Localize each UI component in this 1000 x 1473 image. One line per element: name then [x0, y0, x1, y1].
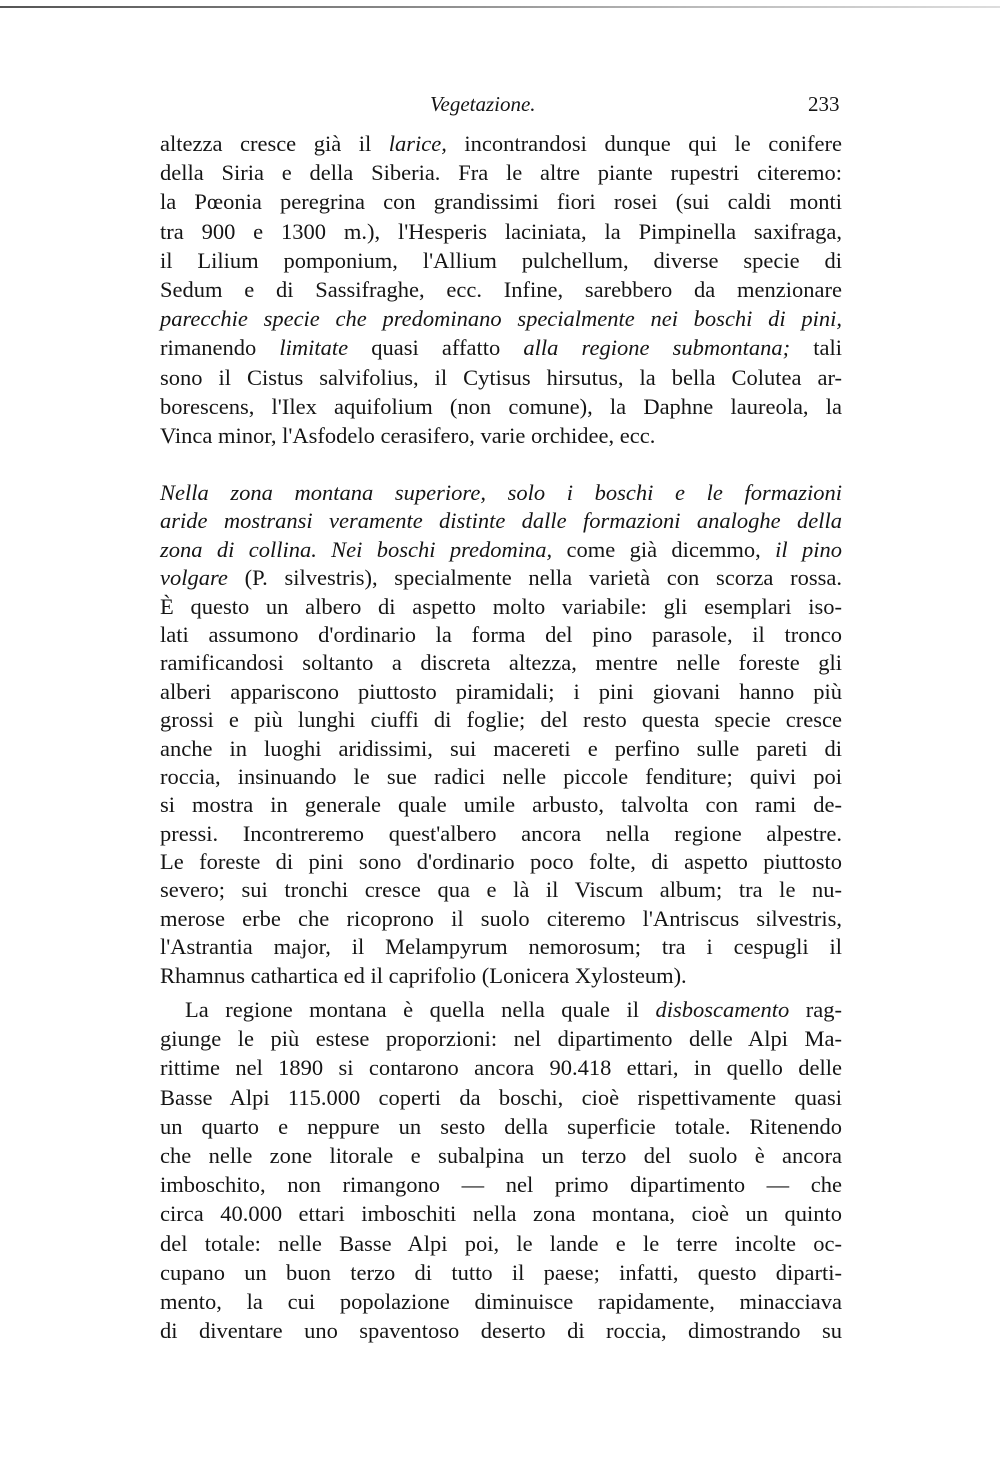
text-span: Le foreste di pini sono d'ordinario poco folte, di aspetto piuttosto: [160, 849, 842, 875]
text-span: il Lilium pomponium, l'Allium pulchellum, diverse specie di: [160, 247, 842, 273]
italic-text: aride mostransi veramente distinte dalle formazioni analoghe della: [160, 508, 842, 534]
text-line: [160, 1141, 842, 1170]
italic-text: larice,: [388, 131, 447, 156]
text-line: [160, 363, 842, 392]
text-span: l'Astrantia major, il Melampyrum nemorosum; tra i cespugli il: [160, 934, 842, 960]
text-span: quasi affatto: [348, 335, 524, 361]
text-line: [160, 763, 842, 791]
text-span: borescens, l'Ilex aquifolium (non comune), la Daphne laureola, la: [160, 393, 842, 419]
text-line: [160, 392, 842, 421]
text-span: altezza cresce già il: [160, 131, 389, 156]
text-span: tra 900 e 1300 m.), l'Hesperis laciniata, la Pimpinella saxifraga,: [160, 218, 842, 244]
text-span: alberi appariscono piuttosto piramidali; i pini giovani hanno più: [160, 678, 842, 704]
page-number: 233: [808, 92, 840, 116]
text-line: [160, 1083, 842, 1112]
text-span: pressi. Incontreremo quest'albero ancora nella regione alpestre.: [160, 820, 842, 846]
text-span: merose erbe che ricoprono il suolo citeremo l'Antriscus silvestris,: [160, 905, 842, 931]
text-span: sono il Cistus salvifolius, il Cytisus hirsutus, la bella Colutea ar-: [160, 364, 842, 390]
italic-text: disboscamento: [655, 997, 790, 1022]
text-line: [160, 479, 842, 507]
text-span: grossi e più lunghi ciuffi di foglie; del resto questa specie cresce: [160, 707, 842, 733]
text-span: mento, la cui popolazione diminuisce rapidamente, minacciava: [160, 1288, 842, 1314]
text-span: (P. silvestris), specialmente nella varietà con scorza rossa.: [227, 565, 842, 591]
text-span: come già dicemmo,: [552, 536, 776, 562]
text-span: severo; sui tronchi cresce qua e là il Viscum album; tra le nu-: [160, 877, 842, 903]
text-line: [160, 1229, 842, 1258]
text-span: della Siria e della Siberia. Fra le altre piante rupestri citeremo:: [160, 160, 842, 186]
text-line: [160, 649, 842, 677]
italic-text: il pino: [775, 536, 842, 562]
text-line: [160, 564, 842, 592]
text-span: lati assumono d'ordinario la forma del pino parasole, il tronco: [160, 621, 842, 647]
italic-text: zona di collina. Nei boschi predomina,: [160, 536, 553, 562]
text-line: [160, 1024, 842, 1053]
text-line: [160, 905, 842, 933]
text-span: un quarto e neppure un sesto della superficie totale. Ritenendo: [160, 1113, 842, 1139]
text-span: rittime nel 1890 si contarono ancora 90.418 ettari, in quello delle: [160, 1055, 842, 1081]
text-line: [160, 158, 842, 187]
running-head: Vegetazione.: [430, 92, 536, 116]
scan-edge-line: [0, 6, 1000, 8]
paragraph-montane-zone: [160, 479, 842, 990]
text-span: Basse Alpi 115.000 coperti da boschi, cioè rispettivamente quasi: [160, 1084, 842, 1110]
text-line: [160, 187, 842, 216]
text-line: [160, 1053, 842, 1082]
text-span: Vinca minor, l'Asfodelo cerasifero, varie orchidee, ecc.: [160, 422, 656, 448]
text-span: la Pœonia peregrina con grandissimi fiori rosei (sui caldi monti: [160, 189, 842, 215]
text-span: del totale: nelle Basse Alpi poi, le lande e le terre incolte oc-: [160, 1230, 842, 1256]
text-line: [160, 421, 842, 450]
text-span: ramificandosi soltanto a discreta altezza, mentre nelle foreste gli: [160, 650, 842, 676]
text-span: incontrandosi dunque qui le conifere: [446, 131, 842, 156]
text-span: imboschito, non rimangono — nel primo dipartimento — che: [160, 1172, 842, 1198]
text-span: rimanendo: [160, 335, 280, 361]
text-span: si mostra in generale quale umile arbusto, talvolta con rami de-: [160, 792, 842, 818]
text-line: [160, 1287, 842, 1316]
paragraph-plants: [160, 129, 842, 450]
text-line: [160, 304, 842, 333]
text-span: La regione montana è quella nella quale il: [185, 997, 656, 1022]
text-line: [160, 536, 842, 564]
text-line: [160, 1170, 842, 1199]
text-line: [160, 820, 842, 848]
text-line: [160, 333, 842, 362]
italic-text: alla regione submontana;: [523, 335, 791, 361]
text-span: tali: [790, 335, 842, 361]
text-line: [160, 706, 842, 734]
text-line: [160, 1112, 842, 1141]
text-line: [160, 507, 842, 535]
text-line: [160, 848, 842, 876]
text-line: [160, 246, 842, 275]
text-line: [160, 593, 842, 621]
text-line: [160, 962, 842, 990]
text-line: [160, 1199, 842, 1228]
text-line: [160, 791, 842, 819]
text-span: cupano un buon terzo di tutto il paese; infatti, questo diparti-: [160, 1259, 842, 1285]
text-span: anche in luoghi aridissimi, sui macereti e perfino sulle pareti di: [160, 735, 842, 761]
italic-text: volgare: [160, 565, 228, 591]
text-line: [160, 1316, 842, 1345]
text-line: [160, 129, 842, 158]
text-span: rag-: [789, 997, 842, 1022]
text-span: giunge le più estese proporzioni: nel dipartimento delle Alpi Ma-: [160, 1026, 842, 1052]
text-span: È questo un albero di aspetto molto variabile: gli esemplari iso-: [160, 593, 842, 619]
text-span: di diventare uno spaventoso deserto di roccia, dimostrando su: [160, 1318, 842, 1344]
text-line: [160, 876, 842, 904]
text-span: circa 40.000 ettari imboschiti nella zona montana, cioè un quinto: [160, 1201, 842, 1227]
text-span: Rhamnus cathartica ed il caprifolio (Lonicera Xylosteum).: [160, 962, 687, 988]
paragraph-deforestation: [160, 995, 842, 1345]
text-line: [160, 678, 842, 706]
text-line: [160, 735, 842, 763]
text-line: [160, 621, 842, 649]
text-line: [160, 995, 842, 1024]
text-span: roccia, insinuando le sue radici nelle piccole fenditure; quivi poi: [160, 763, 842, 789]
text-line: [160, 275, 842, 304]
italic-text: parecchie specie che predominano specialmente nei boschi di pini,: [160, 306, 842, 332]
text-line: [160, 933, 842, 961]
text-line: [160, 1258, 842, 1287]
italic-text: Nella zona montana superiore, solo i boschi e le formazioni: [160, 480, 842, 505]
text-span: che nelle zone litorale e subalpina un terzo del suolo è ancora: [160, 1142, 842, 1168]
text-span: Sedum e di Sassifraghe, ecc. Infine, sarebbero da menzionare: [160, 276, 842, 302]
text-line: [160, 217, 842, 246]
italic-text: limitate: [279, 335, 349, 361]
